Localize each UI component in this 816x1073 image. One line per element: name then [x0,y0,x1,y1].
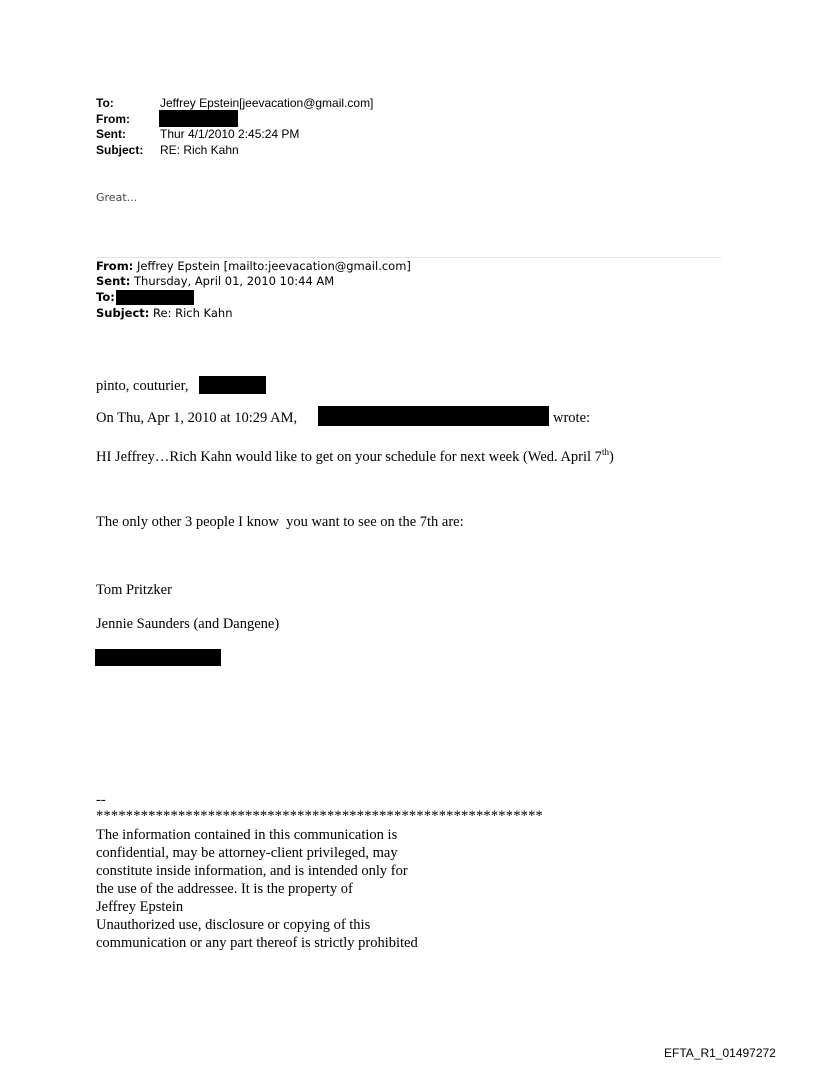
signature-stars: ************************************************************ [96,808,543,824]
others-line: The only other 3 people I know you want to see on the 7th are: [96,514,464,530]
redaction-line-1 [199,376,266,394]
redaction-from [159,110,238,127]
disclaimer-line: constitute inside information, and is intended only for [96,863,408,879]
on-suffix: wrote: [553,410,591,426]
hi-line-end: ) [608,448,614,465]
person-1: Tom Pritzker [96,582,172,598]
hi-line-sup: th [601,447,609,457]
redaction-sender [318,406,549,426]
quoted-to-line [96,290,115,304]
quoted-subject-label: Subject: [96,306,150,320]
message-line-1: pinto, couturier, [96,378,189,394]
quoted-subject-line [96,306,233,320]
disclaimer-line: confidential, may be attorney-client privileged, may [96,845,398,861]
quoted-from-label: From: [96,259,134,273]
subject-label: Subject: [96,143,144,157]
quoted-from-line [96,259,411,273]
disclaimer-line: communication or any part thereof is strictly prohibited [96,935,418,951]
reply-body: Great... [96,191,138,204]
disclaimer-line: Unauthorized use, disclosure or copying of this [96,917,371,933]
quoted-sent-value: Thursday, April 01, 2010 10:44 AM [134,274,335,288]
disclaimer [96,826,418,952]
divider [96,257,721,258]
hi-line-main: HI Jeffrey…Rich Kahn would like to get on your schedule for next week (Wed. April 7 [96,448,602,465]
quoted-to-label: To: [96,290,115,304]
sent-value: Thur 4/1/2010 2:45:24 PM [160,127,300,141]
quoted-sent-label: Sent: [96,274,131,288]
quoted-from-value: Jeffrey Epstein [mailto:jeevacation@gmail.com] [136,259,411,273]
signature-dash: -- [96,792,106,808]
disclaimer-line: the use of the addressee. It is the property of [96,881,353,897]
to-value: Jeffrey Epstein[jeevacation@gmail.com] [160,96,374,110]
from-label: From: [96,112,130,126]
hi-line [96,444,614,466]
on-prefix: On Thu, Apr 1, 2010 at 10:29 AM, [96,410,298,426]
subject-value: RE: Rich Kahn [160,143,239,157]
quoted-subject-value: Re: Rich Kahn [153,306,233,320]
redaction-quoted-to [116,290,194,305]
disclaimer-line: The information contained in this communication is [96,827,398,843]
sent-label: Sent: [96,127,126,141]
document-id: EFTA_R1_01497272 [664,1046,776,1060]
redaction-person-3 [95,649,221,666]
person-2: Jennie Saunders (and Dangene) [96,616,280,632]
disclaimer-line: Jeffrey Epstein [96,899,184,915]
to-label: To: [96,96,114,110]
quoted-sent-line [96,274,334,288]
